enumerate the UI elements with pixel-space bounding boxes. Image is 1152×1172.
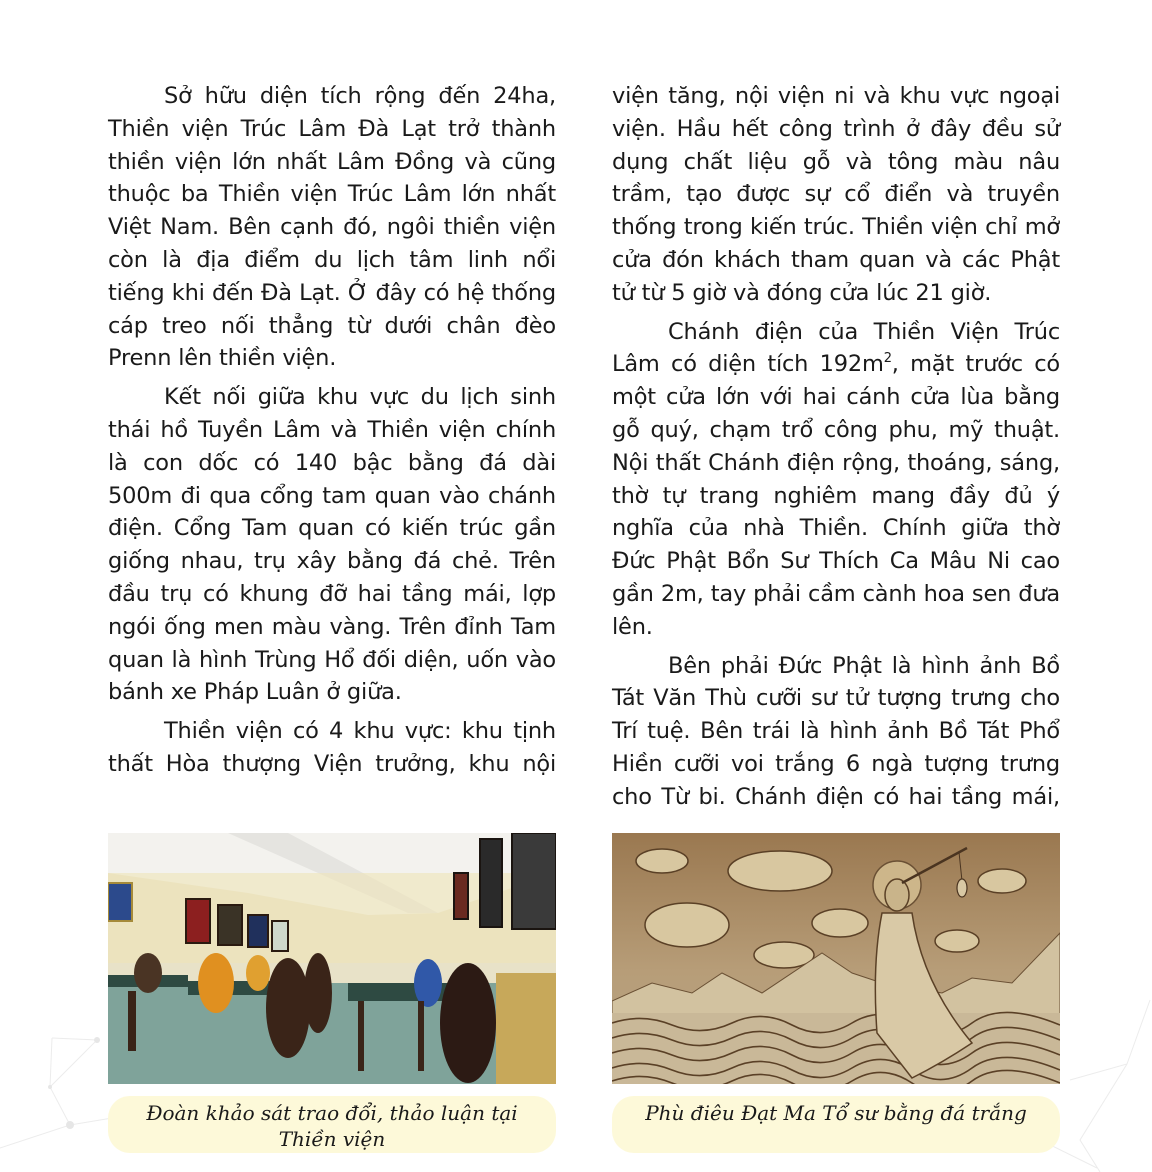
paragraph: Thiền viện có 4 khu vực: khu tịnh thất Hòa thượng Viện trưởng, khu nội [108, 718, 556, 777]
photo-caption [612, 1096, 1060, 1153]
article-left-column [108, 80, 556, 787]
paragraph: Bên phải Đức Phật là hình ảnh Bồ Tát Văn Thù cưỡi sư tử tượng trưng cho Trí tuệ. Bên trái là hình ảnh Bồ Tát Phổ Hiền cưỡi voi trắng 6 ngà tượng trưng cho Từ bi. Chánh điện có hai tầng mái, [612, 652, 1060, 810]
paragraph: Kết nối giữa khu vực du lịch sinh thái hồ Tuyền Lâm và Thiền viện chính là con dốc có 140 bậc bằng đá dài 500m đi qua cổng tam quan vào chánh điện. Cổng Tam quan có kiến trúc gần giống nhau, trụ xây bằng đá chẻ. Trên đầu trụ có khung đỡ hai tầng mái, lợp ngói ống men màu vàng. Trên đỉnh Tam quan là hình Trùng Hổ đối diện, uốn vào bánh xe Pháp Luân ở giữa. [108, 384, 556, 706]
bodhidharma-relief-photo [612, 833, 1060, 1084]
paragraph: Sở hữu diện tích rộng đến 24ha, Thiền viện Trúc Lâm Đà Lạt trở thành thiền viện lớn nhất Lâm Đồng và cũng thuộc ba Thiền viện Trúc Lâm lớn nhất Việt Nam. Bên cạnh đó, ngôi thiền viện còn là địa điểm du lịch tâm linh nổi tiếng khi đến Đà Lạt. Ở đây có hệ thống cáp treo nối thẳng từ dưới chân đèo Prenn lên thiền viện. [108, 83, 556, 372]
caption-line: Thiền viện [278, 1127, 386, 1151]
photo-caption [108, 1096, 556, 1153]
paragraph [612, 316, 1060, 644]
paragraph-text: Chánh điện của Thiền Viện Trúc Lâm có diện tích 192m [612, 318, 1060, 378]
paragraph: viện tăng, nội viện ni và khu vực ngoại viện. Hầu hết công trình ở đây đều sử dụng chất liệu gỗ và tông màu nâu trầm, tạo được sự cổ điển và truyền thống trong kiến trúc. Thiền viện chỉ mở cửa đón khách tham quan và các Phật tử từ 5 giờ và đóng cửa lúc 21 giờ. [612, 83, 1060, 306]
meeting-room-photo [108, 833, 556, 1084]
superscript: 2 [883, 351, 892, 367]
caption-line: Phù điêu Đạt Ma Tổ sư bằng đá trắng [645, 1101, 1027, 1125]
caption-line: Đoàn khảo sát trao đổi, thảo luận tại [146, 1101, 518, 1125]
paragraph-text: , mặt trước có một cửa lớn với hai cánh cửa lùa bằng gỗ quý, chạm trổ công phu, mỹ thuật. Nội thất Chánh điện rộng, thoáng, sáng, thờ tự trang nghiêm mang đầy đủ ý nghĩa của nhà Thiền. Chính giữa thờ Đức Phật Bổn Sư Thích Ca Mâu Ni cao gần 2m, tay phải cầm cành hoa sen đưa lên. [612, 351, 1060, 640]
article-right-column [612, 80, 1060, 820]
